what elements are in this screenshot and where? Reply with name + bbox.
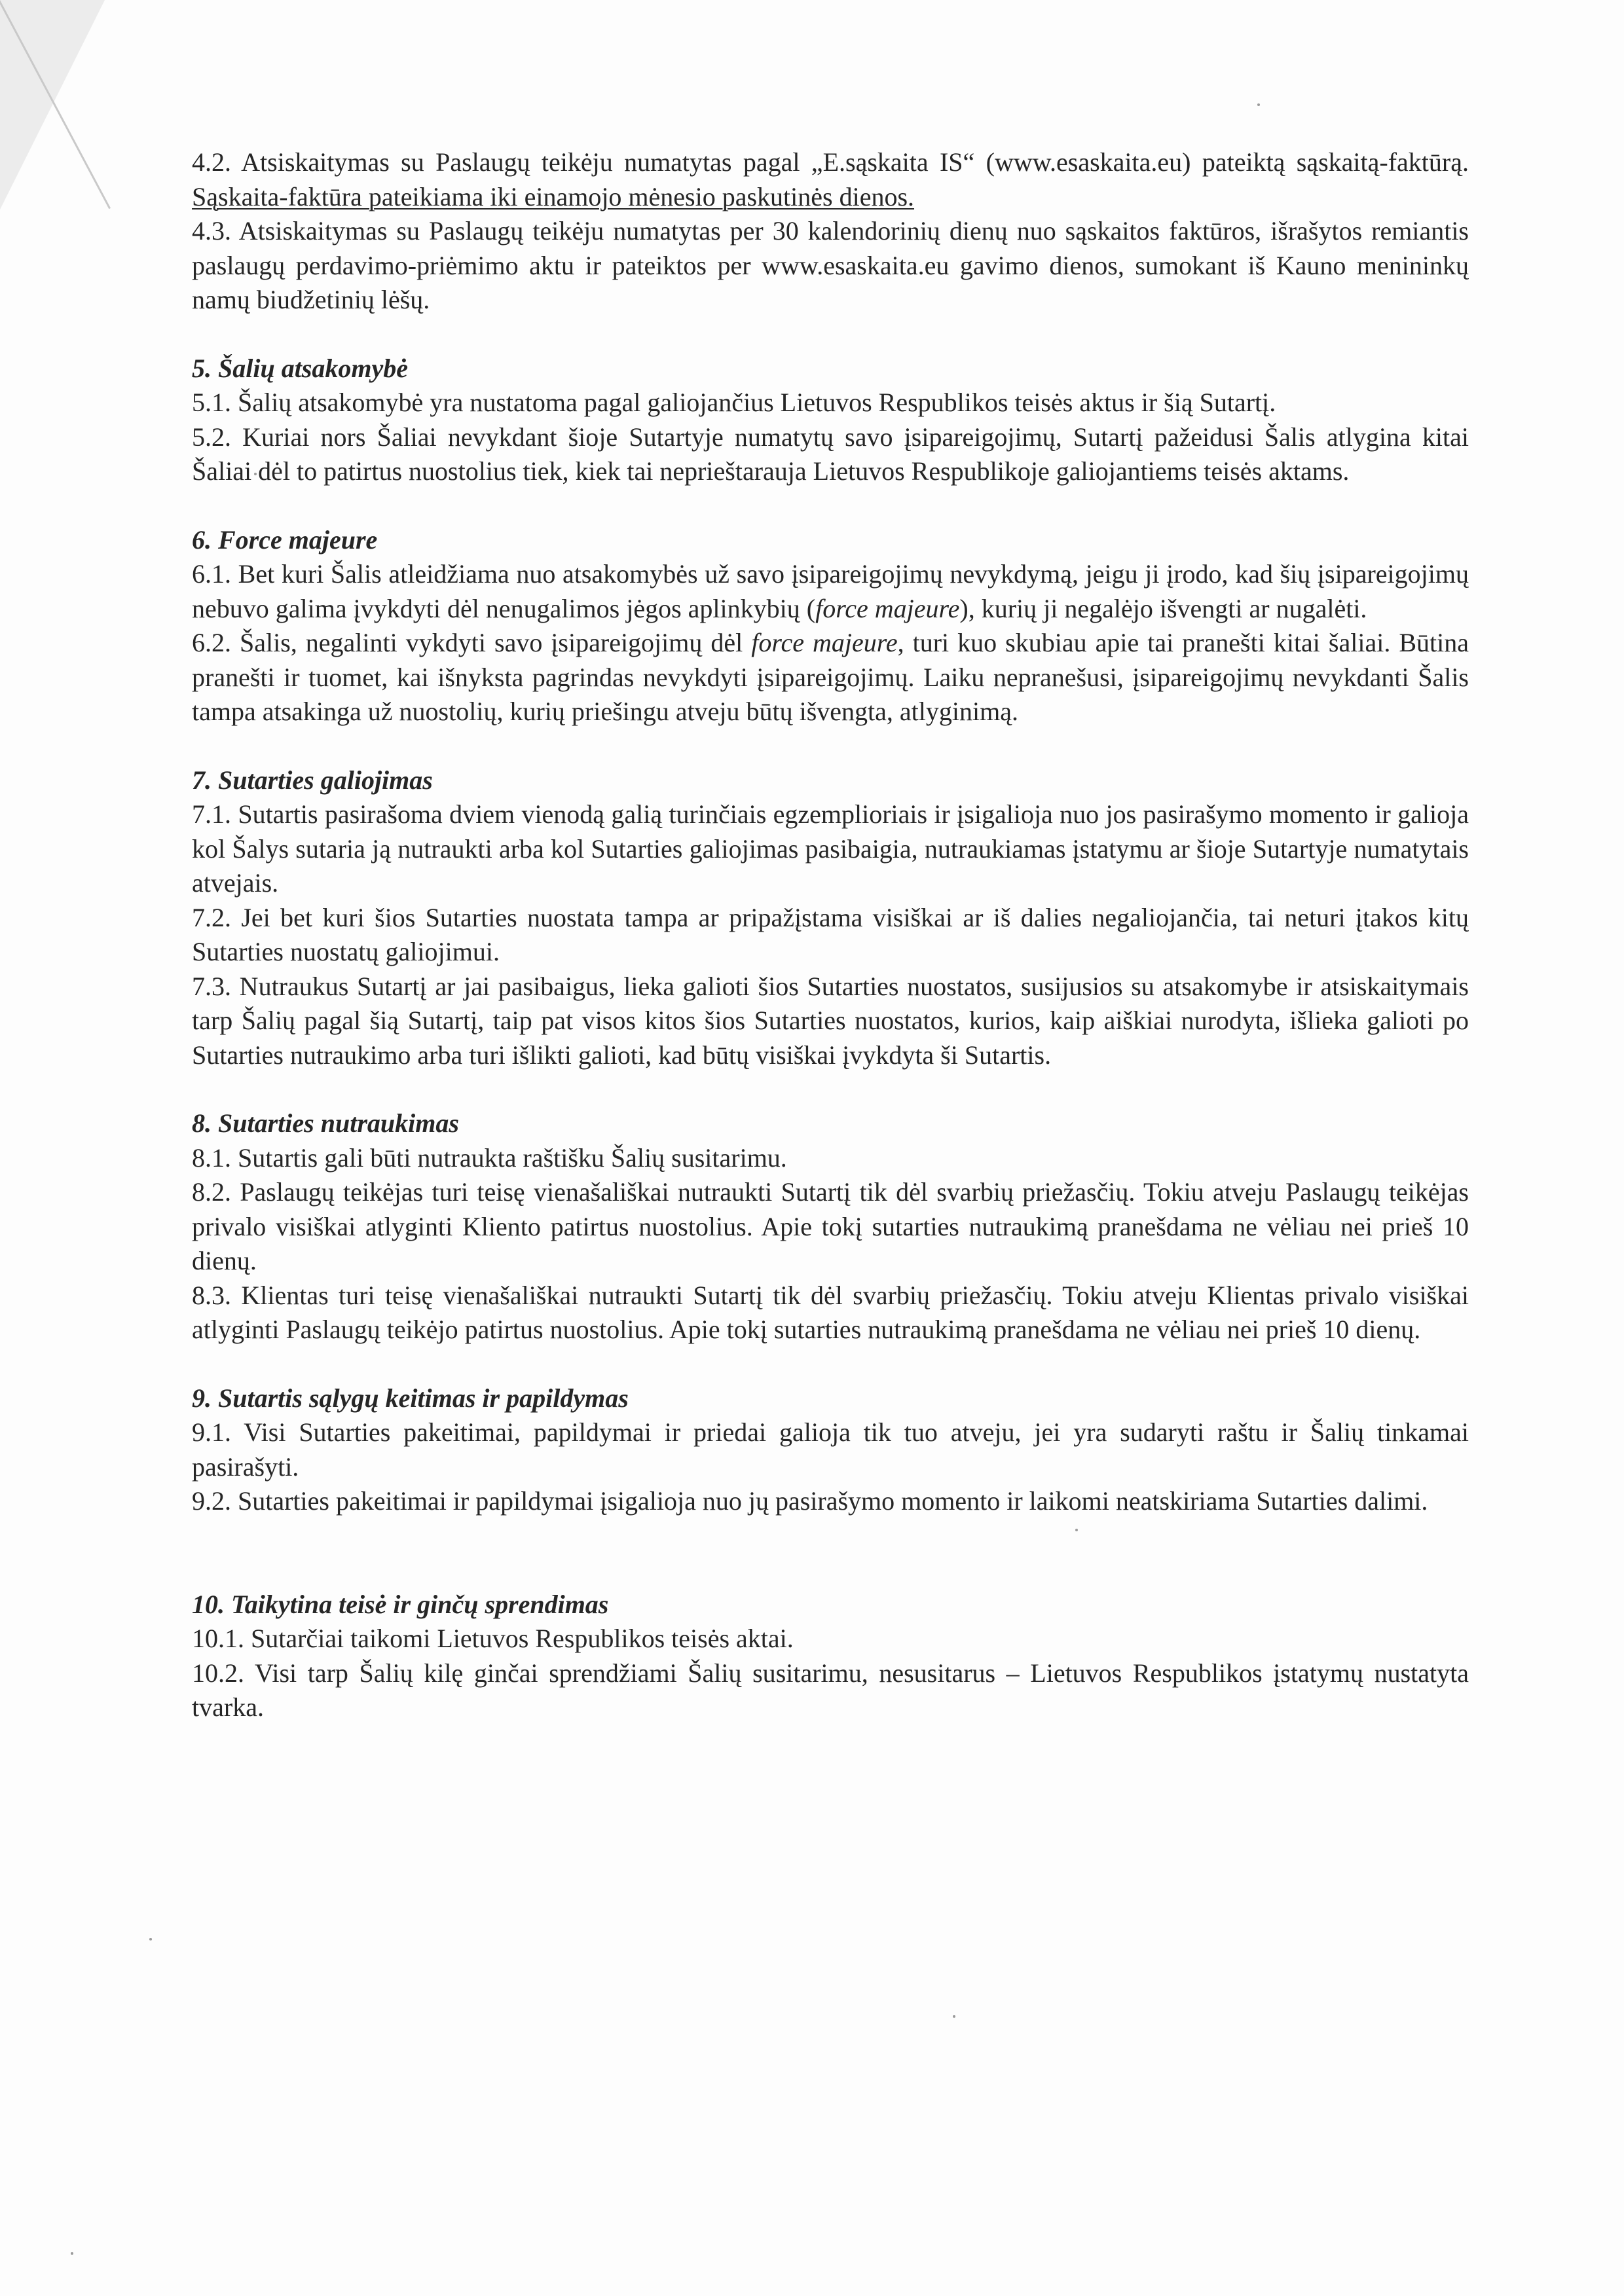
section-8-heading: 8. Sutarties nutraukimas: [192, 1108, 459, 1138]
spacer: [192, 489, 1469, 523]
spacer: [192, 729, 1469, 763]
section-5-heading: 5. Šalių atsakomybė: [192, 353, 409, 383]
spacer: [192, 1519, 1469, 1588]
clause-8-3: 8.3. Klientas turi teisę vienašališkai nutraukti Sutartį tik dėl svarbių priežasčių. Tokiu atveju Klientas privalo visiškai atlyginti Paslaugų teikėjo patirtus nuostolius. Apie tokį sutarties nutraukimą pranešdama ne vėliau nei prieš 10 dienų.: [192, 1280, 1469, 1344]
scan-speck: [1257, 103, 1260, 106]
clause-9-2: 9.2. Sutarties pakeitimai ir papildymai įsigalioja nuo jų pasirašymo momento ir laikomi neatskiriama Sutarties dalimi.: [192, 1486, 1428, 1516]
scan-speck: [71, 2252, 73, 2255]
clause-9-1: 9.1. Visi Sutarties pakeitimai, papildymai ir priedai galioja tik tuo atveju, jei yra sudaryti raštu ir Šalių tinkamai pasirašyti.: [192, 1417, 1469, 1482]
clause-7-2: 7.2. Jei bet kuri šios Sutarties nuostata tampa ar pripažįstama visiškai ar iš dalies negaliojančia, tai neturi įtakos kitų Sutarties nuostatų galiojimui.: [192, 902, 1469, 966]
clause-6-1-text: 6.1. Bet kuri Šalis atleidžiama nuo atsakomybės už savo įsipareigojimų nevykdymą, jeigu ji įrodo, kad šių įsipareigojimų nebuvo galima įvykdyti dėl nenugalimos jėgos aplinkybių (: [192, 559, 1469, 623]
clause-4-2: [192, 145, 1469, 214]
section-6-heading: 6. Force majeure: [192, 524, 378, 555]
clause-6-2-text: 6.2. Šalis, negalinti vykdyti savo įsipareigojimų dėl: [192, 628, 752, 657]
scan-speck: [149, 1938, 152, 1941]
section-10-heading: 10. Taikytina teisė ir ginčų sprendimas: [192, 1589, 609, 1619]
clause-6-1-italic: force majeure: [815, 593, 960, 623]
clause-4-2-text: 4.2. Atsiskaitymas su Paslaugų teikėju numatytas pagal „E.sąskaita IS“ (www.esaskaita.eu) pateiktą sąskaitą-faktūrą.: [192, 147, 1469, 177]
clause-5-2: 5.2. Kuriai nors Šaliai nevykdant šioje Sutartyje numatytų savo įsipareigojimų, Sutartį pažeidusi Šalis atlygina kitai Šaliai dėl to patirtus nuostolius tiek, kiek tai neprieštarauja Lietuvos Respublikoje galiojantiems teisės aktams.: [192, 422, 1469, 486]
clause-5-1: 5.1. Šalių atsakomybė yra nustatoma pagal galiojančius Lietuvos Respublikos teisės aktus ir šią Sutartį.: [192, 388, 1276, 417]
clause-8-1: 8.1. Sutartis gali būti nutraukta raštišku Šalių susitarimu.: [192, 1142, 787, 1173]
clause-7-3: 7.3. Nutraukus Sutartį ar jai pasibaigus, lieka galioti šios Sutarties nuostatos, susijusios su atsakomybe ir atsiskaitymais tarp Šalių pagal šią Sutartį, taip pat visos kitos šios Sutarties nuostatos, kurios, kaip aiškiai nurodyta, išlieka galioti po Sutarties nutraukimo arba turi išlikti galioti, kad būtų visiškai įvykdyta ši Sutartis.: [192, 971, 1469, 1070]
clause-6-1-text-end: ), kurių ji negalėjo išvengti ar nugalėti.: [959, 593, 1367, 623]
spacer: [192, 1072, 1469, 1106]
clause-6-2-text-end: , turi kuo skubiau apie tai pranešti kitai šaliai. Būtina pranešti ir tuomet, kai išnyksta pagrindas nevykdyti įsipareigojimų. Laiku nepranešusi, įsipareigojimų nevykdanti Šalis tampa atsakinga už nuostolių, kurių priešingu atveju būtų išvengta, atlyginimą.: [192, 628, 1469, 726]
section-9-heading: 9. Sutartis sąlygų keitimas ir papildymas: [192, 1383, 629, 1413]
document-body: [192, 145, 1469, 1725]
clause-4-2-underlined: Sąskaita-faktūra pateikiama iki einamojo mėnesio paskutinės dienos.: [192, 181, 915, 211]
spacer: [192, 1347, 1469, 1381]
spacer: [192, 318, 1469, 352]
scan-speck: [953, 2015, 955, 2018]
section-7-heading: 7. Sutarties galiojimas: [192, 765, 433, 795]
clause-7-1: 7.1. Sutartis pasirašoma dviem vienodą galią turinčiais egzemplioriais ir įsigalioja nuo jos pasirašymo momento ir galioja kol Šalys sutaria ją nutraukti arba kol Sutarties galiojimas pasibaigia, nutraukiamas įstatymu ar šioje Sutartyje numatytais atvejais.: [192, 799, 1469, 898]
clause-10-2: 10.2. Visi tarp Šalių kilę ginčai sprendžiami Šalių susitarimu, nesusitarus – Lietuvos Respublikos įstatymų nustatyta tvarka.: [192, 1658, 1469, 1722]
clause-10-1: 10.1. Sutarčiai taikomi Lietuvos Respublikos teisės aktai.: [192, 1624, 794, 1653]
clause-6-2-italic: force majeure: [751, 628, 898, 657]
clause-4-3: 4.3. Atsiskaitymas su Paslaugų teikėju numatytas per 30 kalendorinių dienų nuo sąskaitos faktūros, išrašytos remiantis paslaugų perdavimo-priėmimo aktu ir pateiktos per www.esaskaita.eu gavimo dienos, sumokant iš Kauno menininkų namų biudžetinių lėšų.: [192, 216, 1469, 314]
clause-6-2: [192, 626, 1469, 729]
clause-6-1: [192, 557, 1469, 626]
clause-8-2: 8.2. Paslaugų teikėjas turi teisę vienašališkai nutraukti Sutartį tik dėl svarbių priežasčių. Tokiu atveju Paslaugų teikėjas privalo visiškai atlyginti Kliento patirtus nuostolius. Apie tokį sutarties nutraukimą pranešdama ne vėliau nei prieš 10 dienų.: [192, 1177, 1469, 1275]
